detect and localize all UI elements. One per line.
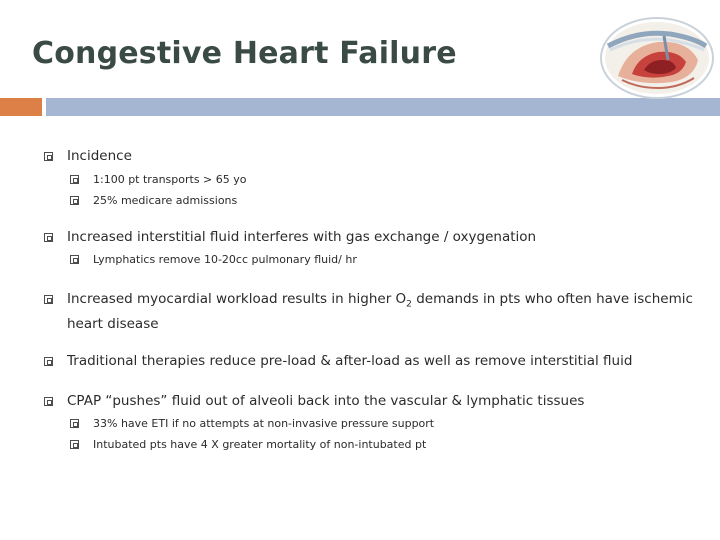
bullet-square-icon [44,233,53,242]
bullet-square-icon [70,255,79,264]
bullet-workload [44,290,693,334]
bullet-text: Traditional therapies reduce pre-load & after-load as well as remove interstitial fluid [67,353,633,369]
bullet-square-icon [70,440,79,449]
bullet-cpap-sub2 [70,437,426,452]
bullet-square-icon [70,419,79,428]
bullet-text [67,290,693,334]
bullet-text-part: Increased myocardial workload results in higher O [67,291,407,307]
bullet-traditional [44,352,632,371]
bullet-text: 25% medicare admissions [93,194,238,207]
bullet-square-icon [44,357,53,366]
bullet-text: Incidence [67,148,132,164]
slide-title: Congestive Heart Failure [32,36,457,71]
bullet-incidence-sub1 [70,172,247,187]
bullet-text: Lymphatics remove 10-20cc pulmonary fluid/ hr [93,253,357,266]
bullet-text-part: heart disease [67,315,159,332]
bullet-cpap-sub1 [70,416,434,431]
bullet-text: Intubated pts have 4 X greater mortality of non-intubated pt [93,438,427,451]
bullet-fluid [44,228,536,247]
bullet-square-icon [70,175,79,184]
bullet-cpap [44,392,584,411]
bullet-square-icon [70,196,79,205]
bullet-text: Increased interstitial fluid interferes with gas exchange / oxygenation [67,229,537,245]
bullet-square-icon [44,397,53,406]
subscript: 2 [406,299,412,310]
bullet-text: 33% have ETI if no attempts at non-invasive pressure support [93,417,435,430]
bullet-text: CPAP “pushes” fluid out of alveoli back into the vascular & lymphatic tissues [67,393,585,409]
bullet-text-part: demands in pts who often have ischemic [411,291,693,307]
bullet-incidence [44,147,132,166]
bullet-fluid-sub1 [70,252,357,267]
bullet-incidence-sub2 [70,193,237,208]
bullet-square-icon [44,152,53,161]
bullet-text: 1:100 pt transports > 65 yo [93,173,247,186]
bullet-square-icon [44,295,53,304]
